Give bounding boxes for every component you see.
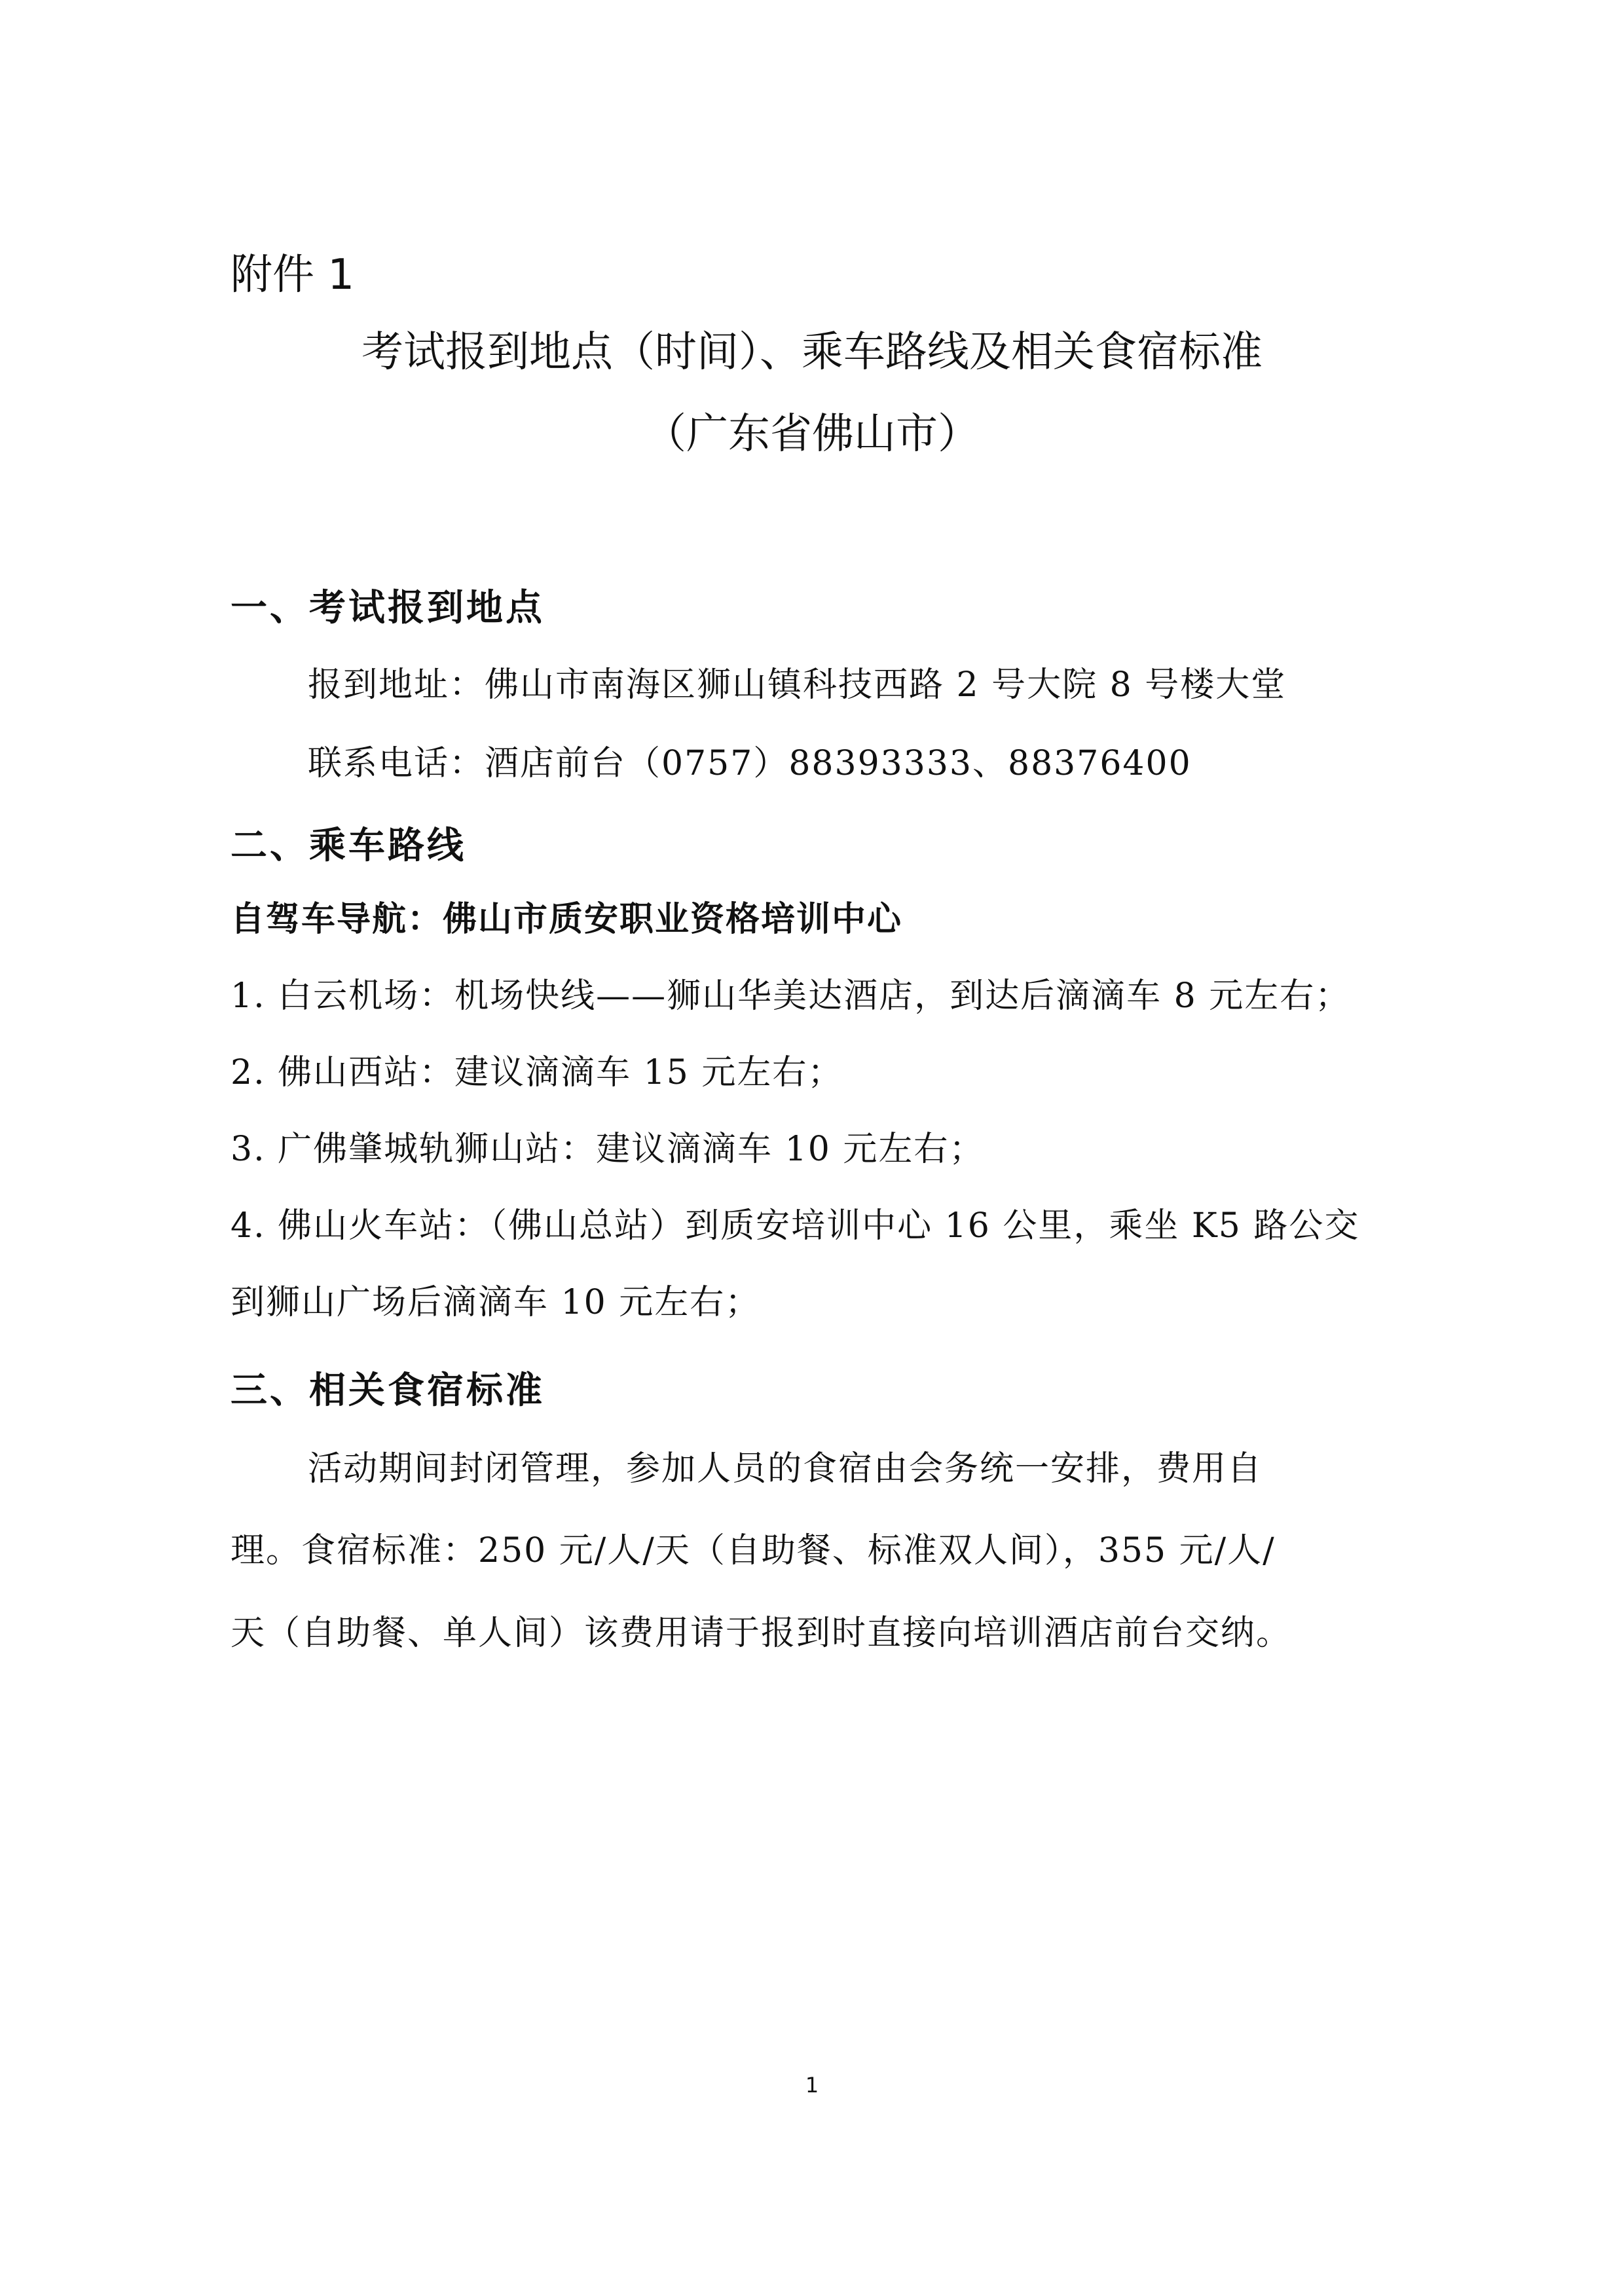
page-number: 1 bbox=[805, 2073, 819, 2098]
navigation-destination: 自驾车导航：佛山市质安职业资格培训中心 bbox=[231, 899, 903, 939]
accommodation-text: 天（自助餐、单人间）该费用请于报到时直接向培训酒店前台交纳。 bbox=[231, 1614, 1292, 1653]
section3-heading: 三、相关食宿标准 bbox=[231, 1369, 545, 1412]
document-subtitle: （广东省佛山市） bbox=[644, 410, 980, 458]
section1-heading: 一、考试报到地点 bbox=[231, 586, 545, 629]
accommodation-text: 活动期间封闭管理，参加人员的食宿由会务统一安排，费用自 bbox=[308, 1449, 1263, 1489]
route-item: 2. 佛山西站：建议滴滴车 15 元左右； bbox=[231, 1053, 843, 1092]
accommodation-text: 理。食宿标准：250 元/人/天（自助餐、标准双人间），355 元/人/ bbox=[231, 1531, 1276, 1570]
section2-heading: 二、乘车路线 bbox=[231, 824, 466, 867]
contact-phone: 联系电话：酒店前台（0757）88393333、88376400 bbox=[308, 744, 1192, 783]
route-item: 3. 广佛肇城轨狮山站：建议滴滴车 10 元左右； bbox=[231, 1130, 985, 1169]
route-item: 1. 白云机场：机场快线——狮山华美达酒店，到达后滴滴车 8 元左右； bbox=[231, 976, 1351, 1016]
route-item-continued: 到狮山广场后滴滴车 10 元左右； bbox=[231, 1283, 761, 1322]
attachment-label: 附件 1 bbox=[231, 251, 355, 299]
document-title: 考试报到地点（时间）、乘车路线及相关食宿标准 bbox=[361, 328, 1263, 377]
report-address: 报到地址：佛山市南海区狮山镇科技西路 2 号大院 8 号楼大堂 bbox=[308, 665, 1287, 705]
route-item: 4. 佛山火车站：（佛山总站）到质安培训中心 16 公里，乘坐 K5 路公交 bbox=[231, 1206, 1360, 1246]
